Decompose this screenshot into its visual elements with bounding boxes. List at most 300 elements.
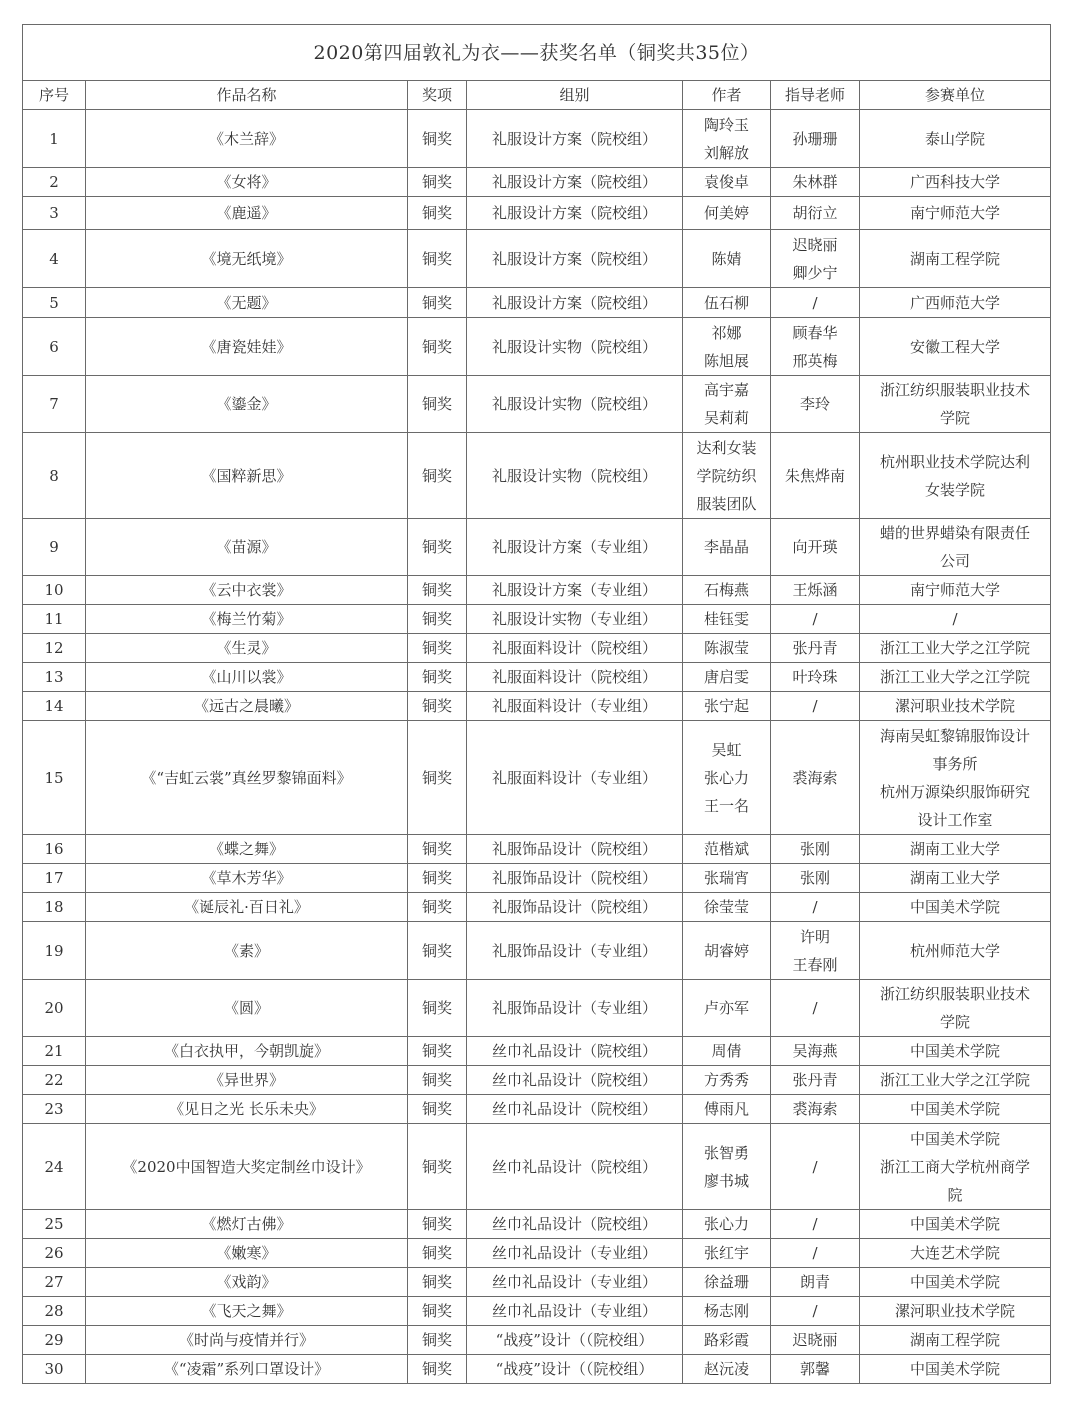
- cell-group: 礼服设计方案（专业组）: [467, 576, 683, 605]
- cell-unit-line: 广西科技大学: [910, 173, 1001, 191]
- cell-author-line: 达利女装: [696, 438, 757, 457]
- cell-group: 礼服饰品设计（院校组）: [467, 893, 683, 922]
- cell-no: 3: [23, 197, 86, 230]
- cell-unit: [860, 1066, 1051, 1095]
- cell-advisor: [771, 721, 860, 835]
- cell-award: 铜奖: [408, 110, 467, 168]
- cell-work: 《山川以裳》: [86, 663, 408, 692]
- cell-work: 《时尚与疫情并行》: [86, 1326, 408, 1355]
- cell-advisor: [771, 893, 860, 922]
- cell-advisor-line: 邢英梅: [792, 351, 838, 370]
- table-row: [23, 110, 1051, 168]
- cell-no: 23: [23, 1095, 86, 1124]
- table-row: [23, 1124, 1051, 1210]
- cell-advisor: [771, 980, 860, 1037]
- cell-award: 铜奖: [408, 1239, 467, 1268]
- cell-no: 15: [23, 721, 86, 835]
- table-row: [23, 230, 1051, 288]
- cell-unit-line: 杭州职业技术学院达利: [880, 452, 1031, 471]
- cell-award: 铜奖: [408, 318, 467, 376]
- cell-no: 19: [23, 922, 86, 980]
- cell-author-line: 傅雨凡: [703, 1100, 749, 1118]
- table-row: [23, 197, 1051, 230]
- cell-unit: [860, 605, 1051, 634]
- cell-advisor-line: /: [812, 1244, 818, 1262]
- cell-advisor: [771, 663, 860, 692]
- cell-advisor-line: 许明: [799, 927, 830, 946]
- cell-unit-line: 中国美术学院: [910, 1100, 1001, 1118]
- table-row: [23, 721, 1051, 835]
- cell-group: 礼服设计方案（院校组）: [467, 110, 683, 168]
- cell-unit-line: 杭州万源染织服饰研究: [880, 782, 1031, 801]
- table-row: [23, 1095, 1051, 1124]
- cell-group: 丝巾礼品设计（院校组）: [467, 1037, 683, 1066]
- cell-group: 礼服饰品设计（院校组）: [467, 835, 683, 864]
- cell-group: 丝巾礼品设计（专业组）: [467, 1268, 683, 1297]
- cell-award: 铜奖: [408, 663, 467, 692]
- cell-award: 铜奖: [408, 1297, 467, 1326]
- cell-unit: [860, 433, 1051, 519]
- cell-group: “战疫”设计（（院校组）: [467, 1326, 683, 1355]
- cell-group: 礼服设计方案（院校组）: [467, 197, 683, 230]
- cell-no: 22: [23, 1066, 86, 1095]
- cell-author: [683, 576, 771, 605]
- cell-advisor-line: /: [812, 610, 818, 628]
- cell-advisor-line: 王烁涵: [792, 581, 838, 599]
- cell-advisor-line: 郭馨: [799, 1360, 830, 1378]
- cell-advisor-line: 向开瑛: [792, 538, 838, 556]
- cell-author: [683, 318, 771, 376]
- cell-advisor: [771, 1124, 860, 1210]
- cell-work: 《白衣执甲，今朝凯旋》: [86, 1037, 408, 1066]
- cell-author: [683, 864, 771, 893]
- cell-advisor: [771, 1210, 860, 1239]
- table-row: [23, 663, 1051, 692]
- cell-author: [683, 1268, 771, 1297]
- table-row: [23, 922, 1051, 980]
- cell-advisor-line: /: [812, 1157, 818, 1176]
- cell-author-line: 王一名: [703, 796, 749, 815]
- cell-advisor-line: 张丹青: [792, 1071, 838, 1089]
- cell-advisor: [771, 110, 860, 168]
- cell-award: 铜奖: [408, 197, 467, 230]
- table-row: [23, 1268, 1051, 1297]
- cell-author-line: 服装团队: [696, 494, 757, 513]
- cell-unit-line: 浙江纺织服装职业技术: [880, 381, 1031, 399]
- cell-unit-line: 湖南工业大学: [910, 869, 1001, 887]
- cell-unit: [860, 1210, 1051, 1239]
- cell-author: [683, 1326, 771, 1355]
- cell-unit-line: 设计工作室: [917, 810, 993, 829]
- cell-author-line: 陈旭展: [703, 351, 749, 370]
- cell-advisor: [771, 197, 860, 230]
- cell-work: 《鎏金》: [86, 376, 408, 433]
- cell-no: 7: [23, 376, 86, 433]
- table-title: 2020第四届敦礼为衣——获奖名单（铜奖共35位）: [23, 25, 1051, 81]
- cell-unit-line: 漯河职业技术学院: [895, 697, 1016, 715]
- cell-award: 铜奖: [408, 376, 467, 433]
- cell-unit: [860, 288, 1051, 318]
- cell-group: 礼服设计实物（院校组）: [467, 376, 683, 433]
- cell-author: [683, 1066, 771, 1095]
- award-list-sheet: [22, 24, 1050, 1384]
- cell-group: 丝巾礼品设计（院校组）: [467, 1095, 683, 1124]
- cell-advisor: [771, 634, 860, 663]
- table-row: [23, 893, 1051, 922]
- cell-group: 礼服设计方案（院校组）: [467, 288, 683, 318]
- cell-unit-line: 学院: [940, 409, 971, 427]
- cell-unit-line: 女装学院: [925, 480, 986, 499]
- cell-author: [683, 288, 771, 318]
- cell-advisor: [771, 376, 860, 433]
- cell-author-line: 李晶晶: [703, 538, 749, 556]
- table-row: [23, 1297, 1051, 1326]
- cell-unit-line: 广西师范大学: [910, 293, 1001, 312]
- cell-no: 17: [23, 864, 86, 893]
- cell-work: 《嫩寒》: [86, 1239, 408, 1268]
- cell-author-line: 徐莹莹: [703, 898, 749, 916]
- table-row: [23, 1037, 1051, 1066]
- cell-author: [683, 605, 771, 634]
- cell-unit-line: 漯河职业技术学院: [895, 1302, 1016, 1320]
- header-row: [23, 81, 1051, 110]
- cell-unit-line: 浙江纺织服装职业技术: [880, 985, 1031, 1003]
- cell-advisor-line: /: [812, 293, 818, 312]
- cell-award: 铜奖: [408, 721, 467, 835]
- cell-author-line: 卢亦军: [703, 999, 749, 1017]
- cell-advisor: [771, 864, 860, 893]
- cell-no: 2: [23, 168, 86, 197]
- cell-no: 14: [23, 692, 86, 721]
- cell-author-line: 范楷斌: [703, 840, 749, 858]
- cell-author: [683, 980, 771, 1037]
- cell-award: 铜奖: [408, 835, 467, 864]
- cell-unit-line: 中国美术学院: [910, 1042, 1001, 1060]
- cell-unit: [860, 576, 1051, 605]
- cell-author-line: 伍石柳: [703, 293, 749, 312]
- cell-work: 《鹿遥》: [86, 197, 408, 230]
- table-row: [23, 980, 1051, 1037]
- cell-advisor: [771, 1066, 860, 1095]
- cell-no: 12: [23, 634, 86, 663]
- cell-author: [683, 922, 771, 980]
- cell-no: 4: [23, 230, 86, 288]
- cell-author: [683, 230, 771, 288]
- table-row: [23, 1355, 1051, 1384]
- cell-no: 1: [23, 110, 86, 168]
- cell-unit: [860, 864, 1051, 893]
- cell-unit: [860, 922, 1051, 980]
- cell-unit-line: 中国美术学院: [910, 898, 1001, 916]
- cell-author-line: 赵沅凌: [703, 1360, 749, 1378]
- cell-advisor-line: 张丹青: [792, 639, 838, 657]
- cell-unit-line: 南宁师范大学: [910, 581, 1001, 599]
- cell-advisor-line: 卿少宁: [792, 263, 838, 282]
- cell-unit: [860, 1355, 1051, 1384]
- cell-author-line: 廖书城: [703, 1171, 749, 1190]
- cell-no: 9: [23, 519, 86, 576]
- cell-author-line: 学院纺织: [696, 466, 757, 485]
- cell-work: 《远古之晨曦》: [86, 692, 408, 721]
- cell-work: 《戏韵》: [86, 1268, 408, 1297]
- cell-author: [683, 663, 771, 692]
- cell-advisor-line: 朱焦烨南: [784, 466, 845, 485]
- cell-unit-line: 南宁师范大学: [910, 204, 1001, 222]
- table-row: [23, 634, 1051, 663]
- cell-work: 《唐瓷娃娃》: [86, 318, 408, 376]
- cell-no: 18: [23, 893, 86, 922]
- cell-award: 铜奖: [408, 864, 467, 893]
- cell-no: 27: [23, 1268, 86, 1297]
- cell-unit: [860, 519, 1051, 576]
- cell-unit-line: 浙江工业大学之江学院: [880, 639, 1031, 657]
- cell-award: 铜奖: [408, 922, 467, 980]
- cell-award: 铜奖: [408, 433, 467, 519]
- cell-author: [683, 1095, 771, 1124]
- cell-award: 铜奖: [408, 288, 467, 318]
- cell-author-line: 陈淑莹: [703, 639, 749, 657]
- cell-advisor: [771, 1239, 860, 1268]
- cell-advisor-line: 叶玲珠: [792, 668, 838, 686]
- cell-unit: [860, 1124, 1051, 1210]
- cell-award: 铜奖: [408, 1037, 467, 1066]
- cell-advisor-line: 迟晓丽: [792, 1331, 838, 1349]
- header-no: 序号: [23, 81, 86, 110]
- cell-no: 11: [23, 605, 86, 634]
- cell-author: [683, 168, 771, 197]
- cell-unit: [860, 1326, 1051, 1355]
- cell-no: 10: [23, 576, 86, 605]
- cell-advisor: [771, 1326, 860, 1355]
- cell-author-line: 周倩: [711, 1042, 742, 1060]
- cell-work: 《圆》: [86, 980, 408, 1037]
- table-row: [23, 1326, 1051, 1355]
- cell-work: 《异世界》: [86, 1066, 408, 1095]
- cell-advisor-line: 迟晓丽: [792, 235, 838, 254]
- cell-author-line: 张心力: [703, 1215, 749, 1233]
- table-row: [23, 288, 1051, 318]
- table-row: [23, 168, 1051, 197]
- cell-unit: [860, 1297, 1051, 1326]
- cell-award: 铜奖: [408, 1326, 467, 1355]
- cell-advisor: [771, 519, 860, 576]
- cell-author: [683, 1037, 771, 1066]
- cell-group: 礼服面料设计（院校组）: [467, 634, 683, 663]
- cell-advisor: [771, 835, 860, 864]
- cell-unit-line: 学院: [940, 1013, 971, 1031]
- cell-group: 礼服面料设计（院校组）: [467, 663, 683, 692]
- cell-advisor-line: 顾春华: [792, 323, 838, 342]
- cell-unit-line: 浙江工业大学之江学院: [880, 668, 1031, 686]
- cell-advisor: [771, 576, 860, 605]
- title-row: [23, 25, 1051, 81]
- cell-author: [683, 634, 771, 663]
- cell-group: 丝巾礼品设计（专业组）: [467, 1239, 683, 1268]
- cell-group: 礼服饰品设计（专业组）: [467, 922, 683, 980]
- cell-advisor: [771, 605, 860, 634]
- cell-author-line: 祁娜: [711, 323, 742, 342]
- table-row: [23, 1210, 1051, 1239]
- cell-no: 5: [23, 288, 86, 318]
- cell-unit: [860, 634, 1051, 663]
- cell-unit-line: 院: [947, 1185, 963, 1204]
- cell-group: 礼服设计实物（专业组）: [467, 605, 683, 634]
- header-advisor: 指导老师: [771, 81, 860, 110]
- cell-author-line: 张红宇: [703, 1244, 749, 1262]
- cell-no: 30: [23, 1355, 86, 1384]
- cell-no: 13: [23, 663, 86, 692]
- cell-unit-line: 泰山学院: [925, 129, 986, 148]
- cell-unit: [860, 663, 1051, 692]
- cell-author-line: 石梅燕: [703, 581, 749, 599]
- cell-advisor: [771, 318, 860, 376]
- cell-advisor-line: 裘海索: [792, 1100, 838, 1118]
- header-work: 作品名称: [86, 81, 408, 110]
- cell-award: 铜奖: [408, 1355, 467, 1384]
- cell-author: [683, 1239, 771, 1268]
- cell-advisor-line: 朗青: [799, 1273, 830, 1291]
- cell-author: [683, 519, 771, 576]
- cell-author: [683, 721, 771, 835]
- cell-author-line: 袁俊卓: [703, 173, 749, 191]
- cell-author: [683, 433, 771, 519]
- cell-award: 铜奖: [408, 692, 467, 721]
- cell-advisor-line: 张刚: [799, 869, 830, 887]
- cell-advisor: [771, 692, 860, 721]
- header-author: 作者: [683, 81, 771, 110]
- cell-advisor: [771, 1297, 860, 1326]
- cell-advisor-line: /: [812, 999, 818, 1017]
- cell-unit-line: 事务所: [932, 754, 978, 773]
- cell-no: 24: [23, 1124, 86, 1210]
- cell-award: 铜奖: [408, 519, 467, 576]
- cell-author-line: 桂钰雯: [703, 610, 749, 628]
- table-row: [23, 1239, 1051, 1268]
- cell-author-line: 吴虹: [711, 740, 742, 759]
- cell-unit: [860, 721, 1051, 835]
- cell-no: 6: [23, 318, 86, 376]
- cell-author-line: 张宁起: [703, 697, 749, 715]
- cell-no: 29: [23, 1326, 86, 1355]
- table-row: [23, 433, 1051, 519]
- cell-work: 《诞辰礼·百日礼》: [86, 893, 408, 922]
- cell-author: [683, 1297, 771, 1326]
- cell-award: 铜奖: [408, 168, 467, 197]
- cell-no: 25: [23, 1210, 86, 1239]
- cell-author-line: 高宇嘉: [703, 381, 749, 399]
- cell-unit-line: 公司: [940, 552, 971, 570]
- cell-work: 《生灵》: [86, 634, 408, 663]
- cell-award: 铜奖: [408, 1066, 467, 1095]
- cell-author-line: 何美婷: [703, 204, 749, 222]
- cell-work: 《见日之光 长乐未央》: [86, 1095, 408, 1124]
- table-row: [23, 1066, 1051, 1095]
- cell-author-line: 方秀秀: [703, 1071, 749, 1089]
- cell-author-line: 吴莉莉: [703, 409, 749, 427]
- cell-work: 《素》: [86, 922, 408, 980]
- cell-award: 铜奖: [408, 230, 467, 288]
- cell-author: [683, 692, 771, 721]
- cell-work: 《梅兰竹菊》: [86, 605, 408, 634]
- header-award: 奖项: [408, 81, 467, 110]
- cell-author-line: 张瑞宵: [703, 869, 749, 887]
- cell-group: 丝巾礼品设计（院校组）: [467, 1066, 683, 1095]
- cell-group: 礼服设计方案（专业组）: [467, 519, 683, 576]
- cell-no: 8: [23, 433, 86, 519]
- cell-author: [683, 110, 771, 168]
- cell-group: “战疫”设计（（院校组）: [467, 1355, 683, 1384]
- cell-author-line: 刘解放: [703, 143, 749, 162]
- table-row: [23, 576, 1051, 605]
- header-group: 组别: [467, 81, 683, 110]
- cell-advisor: [771, 433, 860, 519]
- cell-work: 《“吉虹云裳”真丝罗黎锦面料》: [86, 721, 408, 835]
- cell-unit-line: 湖南工程学院: [910, 1331, 1001, 1349]
- cell-author: [683, 1355, 771, 1384]
- cell-author: [683, 893, 771, 922]
- cell-unit-line: 中国美术学院: [910, 1215, 1001, 1233]
- table-row: [23, 376, 1051, 433]
- header-unit: 参赛单位: [860, 81, 1051, 110]
- cell-work: 《木兰辞》: [86, 110, 408, 168]
- cell-author-line: 陈婧: [711, 249, 742, 268]
- cell-group: 丝巾礼品设计（院校组）: [467, 1210, 683, 1239]
- cell-unit-line: 杭州师范大学: [910, 941, 1001, 960]
- cell-unit-line: 中国美术学院: [910, 1129, 1001, 1148]
- cell-author-line: 唐启雯: [703, 668, 749, 686]
- cell-no: 26: [23, 1239, 86, 1268]
- cell-group: 礼服设计方案（院校组）: [467, 168, 683, 197]
- cell-author: [683, 835, 771, 864]
- cell-advisor-line: /: [812, 898, 818, 916]
- cell-author: [683, 1210, 771, 1239]
- cell-unit: [860, 168, 1051, 197]
- cell-advisor-line: 朱林群: [792, 173, 838, 191]
- table-row: [23, 605, 1051, 634]
- cell-award: 铜奖: [408, 1124, 467, 1210]
- cell-unit-line: 浙江工商大学杭州商学: [880, 1157, 1031, 1176]
- cell-work: 《无题》: [86, 288, 408, 318]
- cell-unit: [860, 893, 1051, 922]
- cell-unit-line: 湖南工程学院: [910, 249, 1001, 268]
- cell-group: 礼服饰品设计（专业组）: [467, 980, 683, 1037]
- cell-unit: [860, 1268, 1051, 1297]
- cell-work: 《蝶之舞》: [86, 835, 408, 864]
- cell-unit-line: 安徽工程大学: [910, 337, 1001, 356]
- cell-award: 铜奖: [408, 1268, 467, 1297]
- cell-unit-line: 大连艺术学院: [910, 1244, 1001, 1262]
- cell-author: [683, 197, 771, 230]
- cell-award: 铜奖: [408, 634, 467, 663]
- cell-group: 丝巾礼品设计（专业组）: [467, 1297, 683, 1326]
- cell-author: [683, 1124, 771, 1210]
- cell-author-line: 胡睿婷: [703, 941, 749, 960]
- cell-no: 21: [23, 1037, 86, 1066]
- table-row: [23, 519, 1051, 576]
- cell-unit: [860, 110, 1051, 168]
- cell-advisor: [771, 922, 860, 980]
- cell-unit-line: /: [952, 610, 958, 628]
- cell-group: 礼服设计实物（院校组）: [467, 318, 683, 376]
- cell-work: 《境无纸境》: [86, 230, 408, 288]
- table-row: [23, 692, 1051, 721]
- cell-work: 《苗源》: [86, 519, 408, 576]
- cell-award: 铜奖: [408, 980, 467, 1037]
- cell-unit: [860, 1037, 1051, 1066]
- cell-author-line: 杨志刚: [703, 1302, 749, 1320]
- cell-advisor-line: 张刚: [799, 840, 830, 858]
- cell-unit: [860, 835, 1051, 864]
